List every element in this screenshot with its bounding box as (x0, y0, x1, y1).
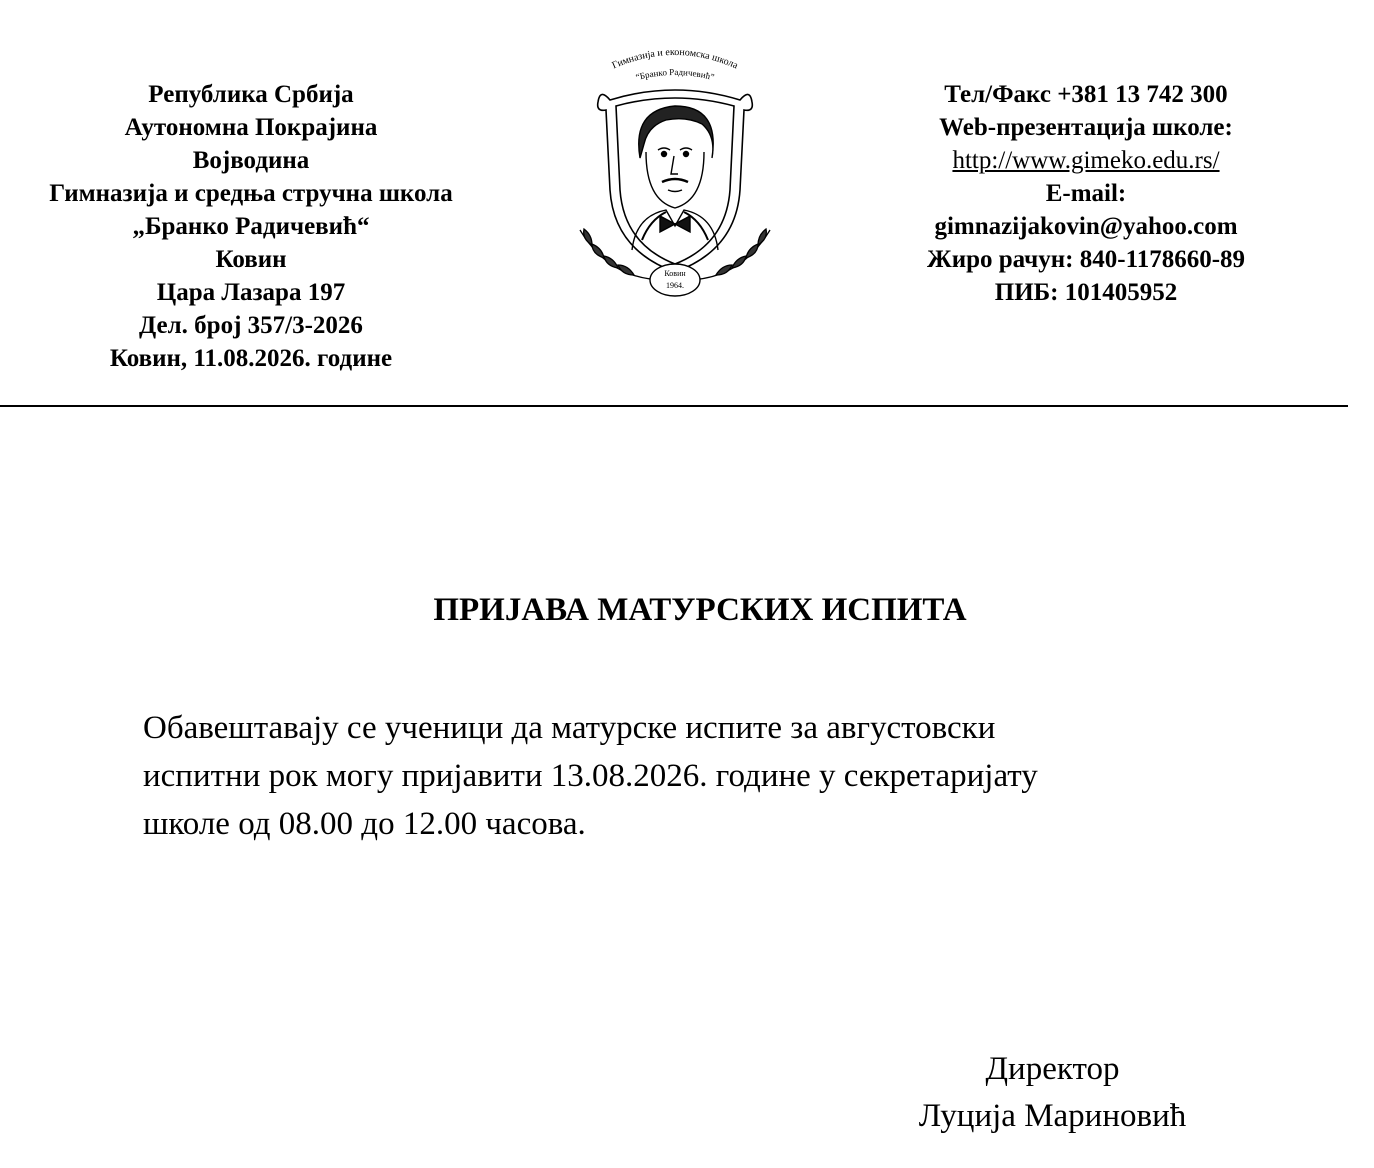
town-line: Ковин (215, 246, 287, 273)
school-type-line: Гимназија и средња стручна школа (49, 180, 453, 207)
street-line: Цара Лазара 197 (156, 279, 346, 306)
bank-account-line: Жиро рачун: 840-1178660-89 (926, 246, 1246, 273)
reference-number-line: Дел. број 357/3-2026 (139, 312, 363, 339)
portrait-icon (632, 106, 718, 250)
svg-text:“Бранко Радичевић” (635, 67, 716, 82)
logo-arc-text-2: “Бранко Радичевић” (634, 66, 716, 83)
email-label: E-mail: (1045, 180, 1127, 207)
school-address-block (0, 78, 502, 375)
school-logo (570, 40, 780, 302)
province-line: Аутономна Покрајина (124, 114, 378, 141)
web-label: Web-презентација школе: (939, 114, 1233, 141)
region-line: Војводина (192, 147, 310, 174)
signatory-role: Директор (985, 1051, 1120, 1087)
document-title: ПРИЈАВА МАТУРСКИХ ИСПИТА (433, 592, 967, 628)
logo-arc-text-1: Гимназија и економска школа (610, 46, 740, 72)
logo-town: Ковин (664, 269, 686, 278)
date-line: Ковин, 11.08.2026. године (109, 345, 393, 372)
phone-line: Тел/Факс +381 13 742 300 (944, 81, 1228, 108)
school-contact-block (880, 78, 1292, 309)
tax-id-line: ПИБ: 101405952 (994, 279, 1178, 306)
email-address[interactable]: gimnazijakovin@yahoo.com (934, 213, 1238, 240)
body-line-3: школе од 08.00 до 12.00 часова. (143, 806, 586, 842)
signature-block (880, 1046, 1225, 1140)
document-body (143, 704, 1223, 848)
country-line: Република Србија (148, 81, 354, 108)
website-link[interactable]: http://www.gimeko.edu.rs/ (952, 147, 1220, 174)
signatory-name: Луција Мариновић (918, 1098, 1187, 1134)
school-name-line: „Бранко Радичевић“ (132, 213, 370, 240)
logo-year: 1964. (666, 281, 684, 290)
body-line-2: испитни рок могу пријавити 13.08.2026. године у секретаријату (143, 758, 1038, 794)
header-divider (0, 405, 1348, 407)
body-line-1: Обавештавају се ученици да матурске испите за августовски (143, 710, 996, 746)
school-logo-image (570, 40, 780, 302)
